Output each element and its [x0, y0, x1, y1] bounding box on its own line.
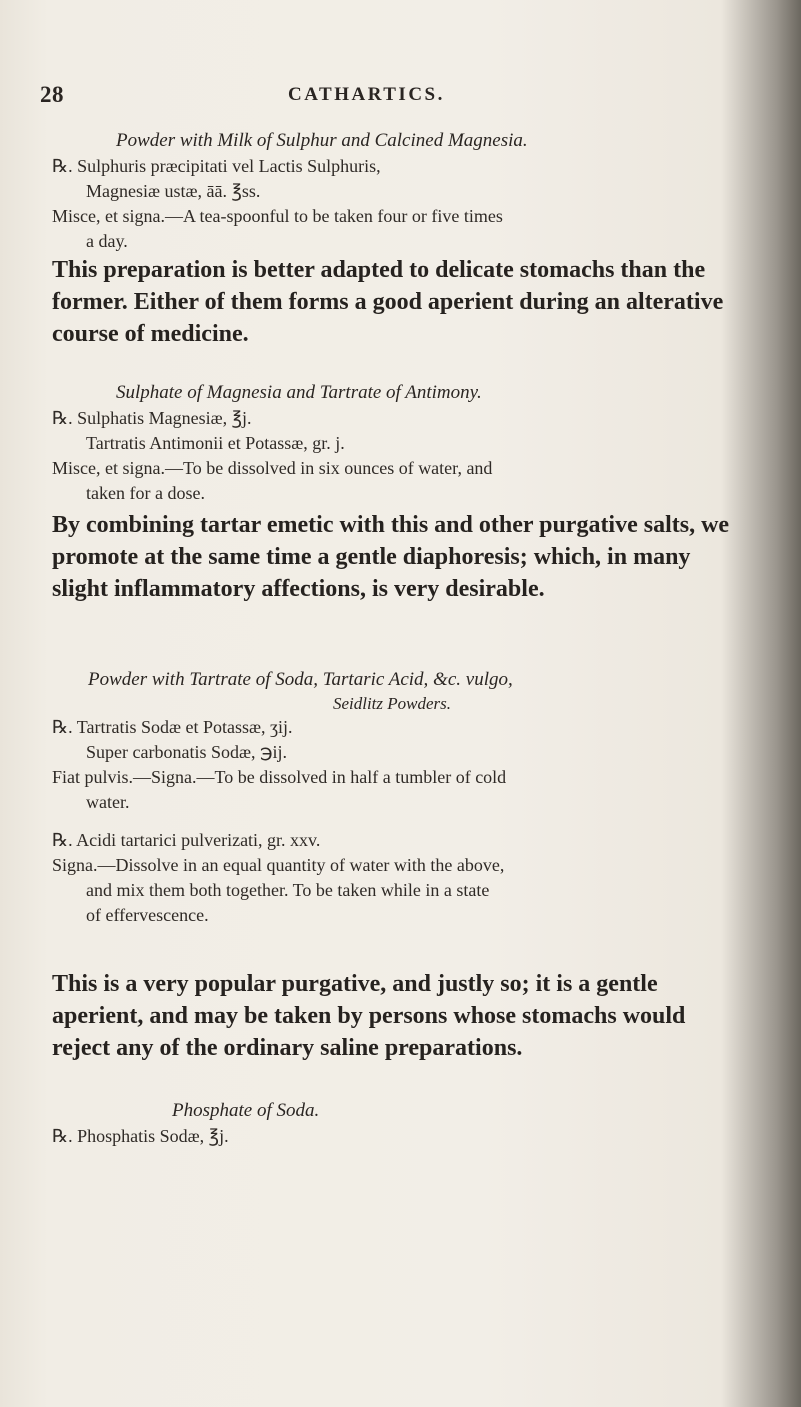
- recipe-body: [52, 715, 732, 815]
- recipe-line: ℞. Sulphuris præcipitati vel Lactis Sulphuris,: [52, 156, 381, 176]
- recipe-line: a day.: [86, 231, 128, 251]
- page-number: 28: [40, 82, 64, 107]
- recipe-line: ℞. Acidi tartarici pulverizati, gr. xxv.: [52, 830, 321, 850]
- recipe-title: Sulphate of Magnesia and Tartrate of Antimony.: [116, 382, 482, 403]
- recipe-line: taken for a dose.: [86, 483, 205, 503]
- recipe-magnesia-antimony: [52, 380, 732, 506]
- paragraph-3: [52, 968, 732, 1064]
- recipe-title: Phosphate of Soda.: [172, 1100, 320, 1121]
- recipe-line: ℞. Phosphatis Sodæ, ℥j.: [52, 1126, 229, 1146]
- recipe-sulphur-magnesia: [52, 128, 732, 254]
- recipe-seidlitz-powders: [52, 667, 732, 928]
- recipe-line: Signa.—Dissolve in an equal quantity of water with the above,: [52, 855, 505, 875]
- recipe-line: Tartratis Antimonii et Potassæ, gr. j.: [86, 433, 345, 453]
- paragraph-2: [52, 509, 732, 605]
- paragraph-text: This preparation is better adapted to delicate stomachs than the former. Either of them forms a good aperient during an alterative course of medicine.: [52, 257, 724, 347]
- recipe-subtitle: Seidlitz Powders.: [332, 694, 452, 713]
- recipe-line: water.: [86, 792, 130, 812]
- recipe-title: Powder with Milk of Sulphur and Calcined Magnesia.: [116, 130, 528, 151]
- recipe-line: Misce, et signa.—To be dissolved in six ounces of water, and: [52, 458, 493, 478]
- recipe-line: Super carbonatis Sodæ, ℈ij.: [86, 742, 288, 762]
- recipe-body-b: [52, 828, 732, 928]
- paragraph-text: By combining tartar emetic with this and other purgative salts, we promote at the same time a gentle diaphoresis; which, in many slight inflammatory affections, is very desirable.: [52, 512, 730, 602]
- recipe-line: ℞. Tartratis Sodæ et Potassæ, ʒij.: [52, 717, 293, 737]
- recipe-title: Powder with Tartrate of Soda, Tartaric Acid, &c. vulgo,: [88, 669, 513, 690]
- recipe-line: ℞. Sulphatis Magnesiæ, ℥j.: [52, 408, 252, 428]
- recipe-line: Fiat pulvis.—Signa.—To be dissolved in half a tumbler of cold: [52, 767, 507, 787]
- page-header: [40, 82, 760, 112]
- paragraph-1: [52, 254, 732, 350]
- running-head: CATHARTICS.: [288, 84, 445, 105]
- recipe-line: of effervescence.: [86, 905, 209, 925]
- recipe-body: [52, 406, 732, 506]
- recipe-line: Magnesiæ ustæ, āā. ℥ss.: [86, 181, 261, 201]
- paragraph-text: This is a very popular purgative, and justly so; it is a gentle aperient, and may be taken by persons whose stomachs would reject any of the ordinary saline preparations.: [52, 971, 686, 1061]
- recipe-line: Misce, et signa.—A tea-spoonful to be taken four or five times: [52, 206, 503, 226]
- recipe-body: [52, 1124, 732, 1149]
- recipe-body: [52, 154, 732, 254]
- recipe-phosphate-soda: [52, 1098, 732, 1149]
- recipe-line: and mix them both together. To be taken while in a state: [86, 880, 490, 900]
